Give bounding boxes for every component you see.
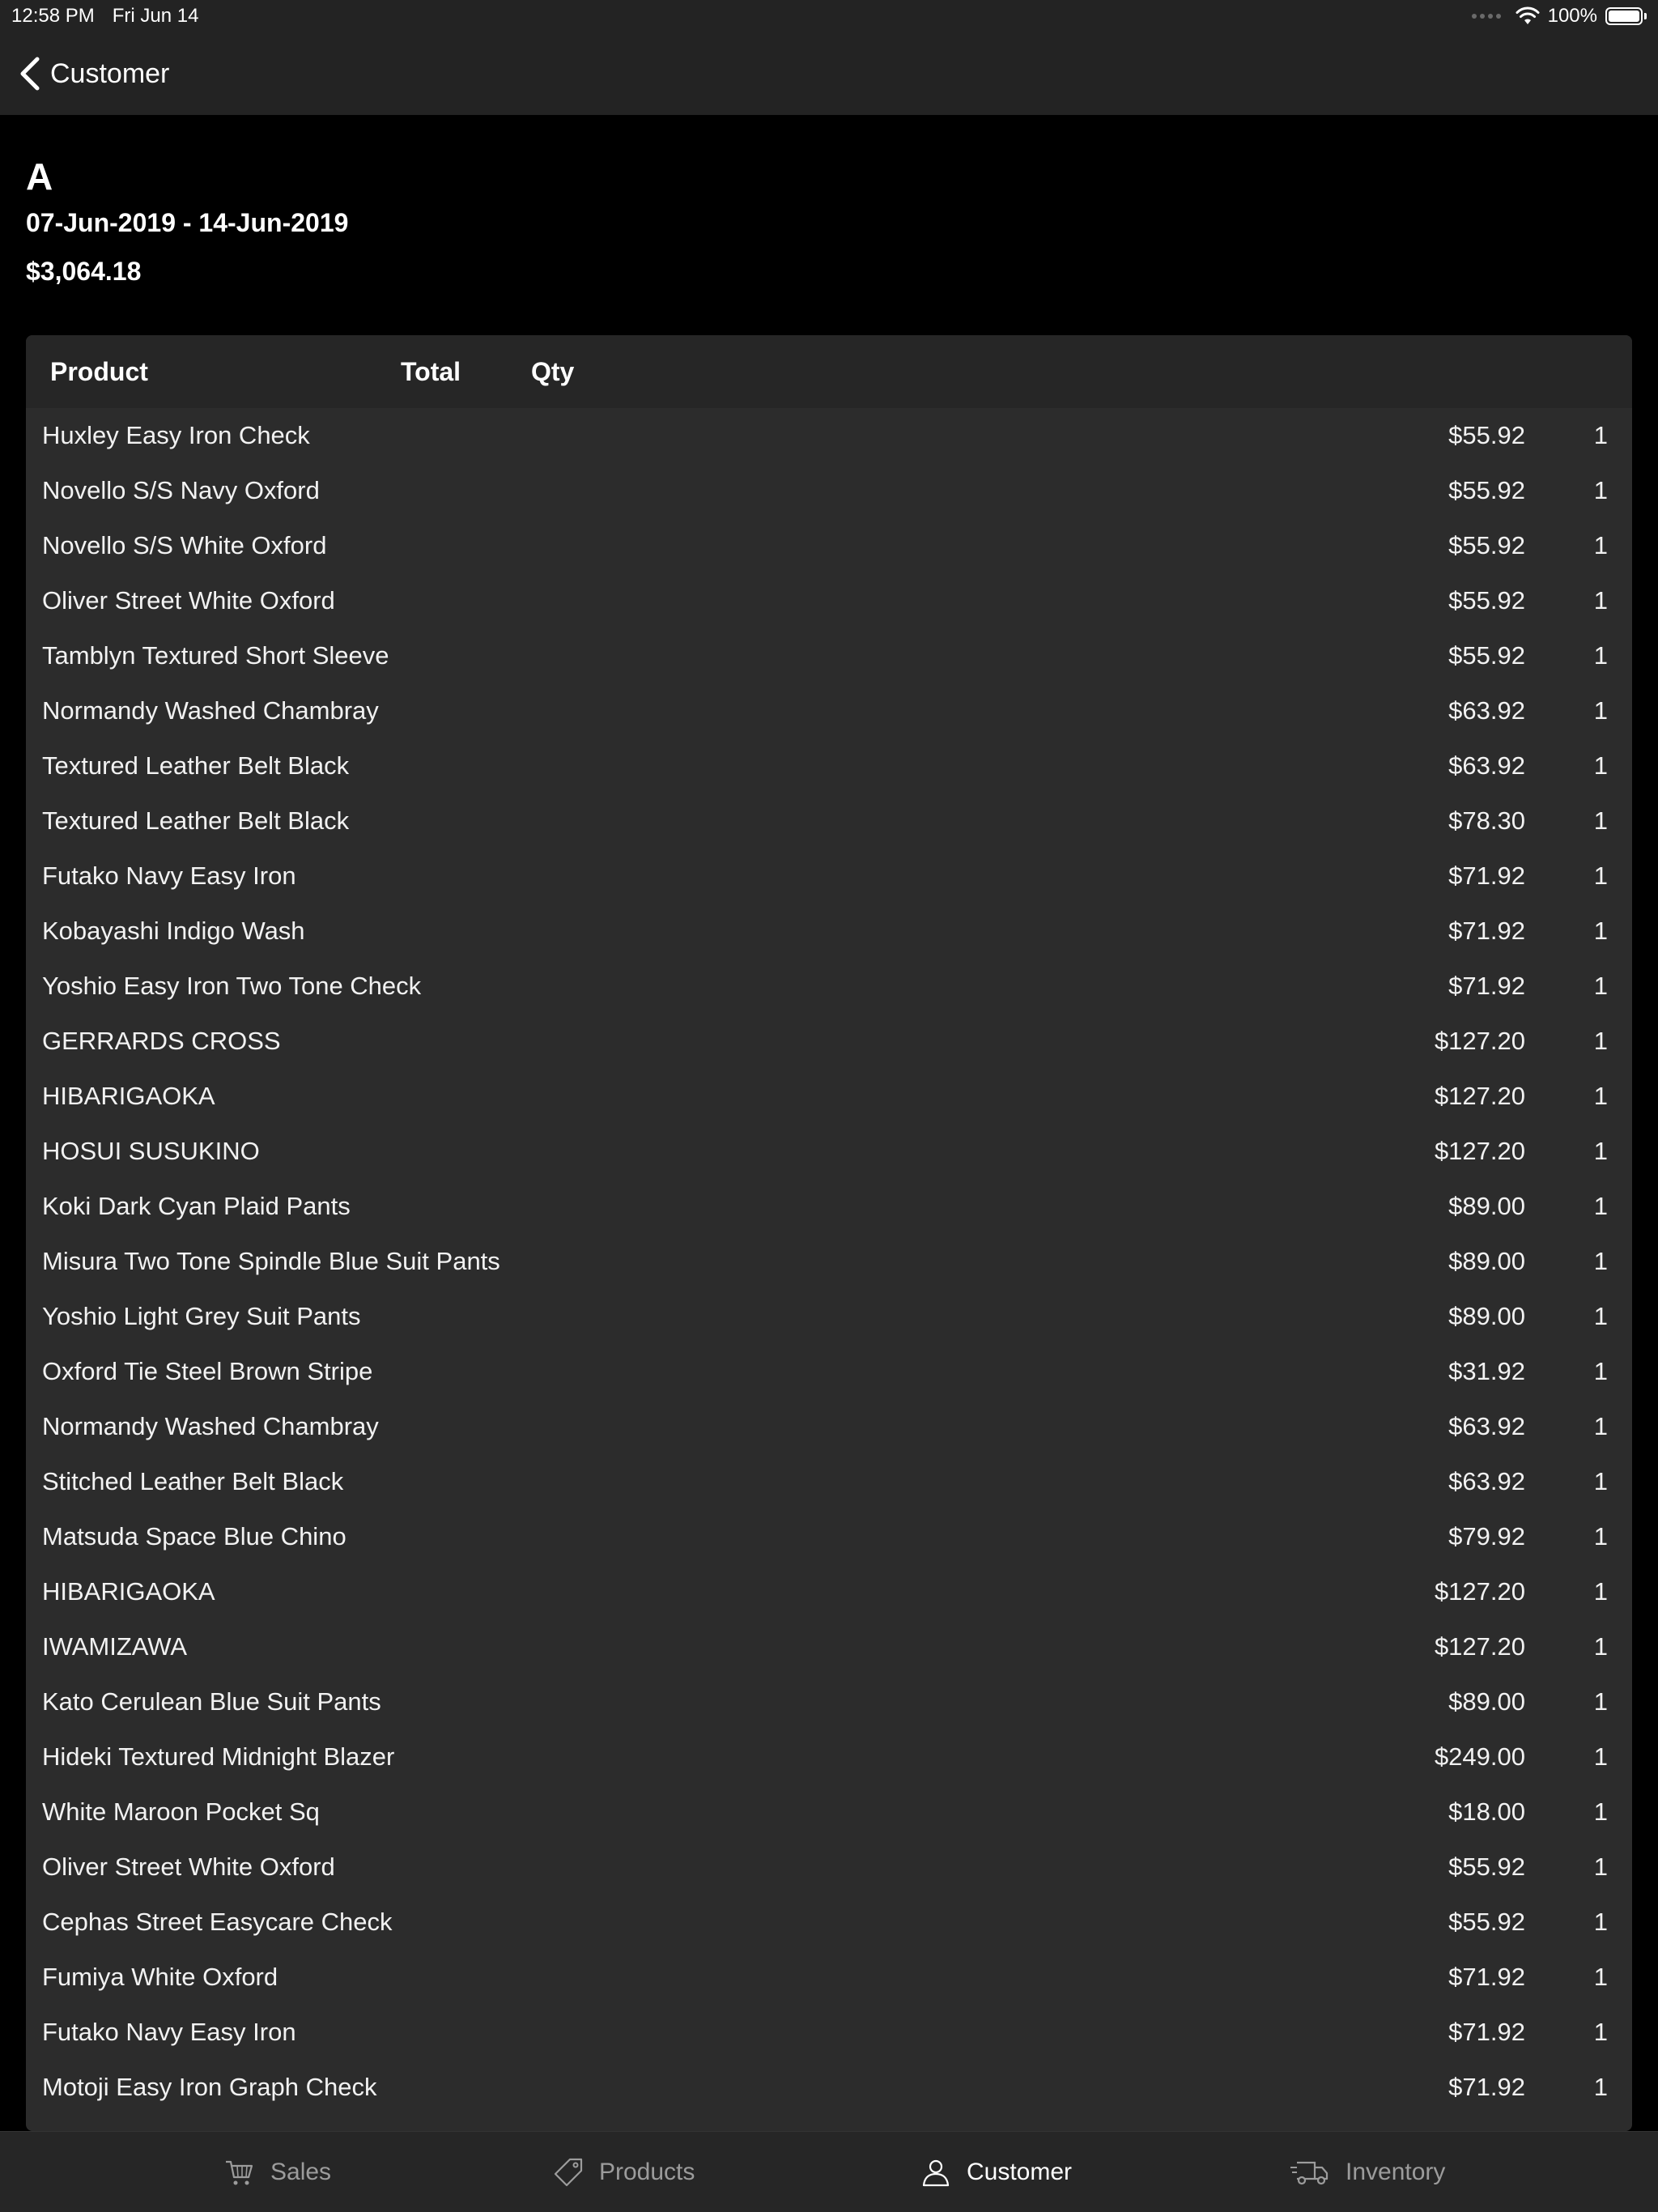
cell-qty: 1 [1593,1192,1608,1220]
cell-qty: 1 [1593,1687,1608,1716]
back-label: Customer [50,57,170,89]
cell-qty: 1 [1593,1797,1608,1826]
customer-summary [26,154,348,290]
table-row[interactable] [26,463,1632,518]
cell-product: Oxford Tie Steel Brown Stripe [42,1357,373,1385]
table-row[interactable] [26,1069,1632,1124]
table-row[interactable] [26,1840,1632,1895]
cell-qty: 1 [1593,586,1608,615]
cell-total: $31.92 [1448,1357,1525,1385]
tag-icon [552,2156,585,2189]
table-row[interactable] [26,1784,1632,1840]
tab-sales[interactable] [223,2132,331,2212]
back-button[interactable] [18,56,169,91]
cell-product: GERRARDS CROSS [42,1027,281,1055]
table-row[interactable] [26,1674,1632,1729]
tab-inventory-label: Inventory [1346,2159,1446,2185]
cell-total: $89.00 [1448,1302,1525,1330]
cell-total: $55.92 [1448,586,1525,615]
cell-qty: 1 [1593,1522,1608,1551]
person-icon [920,2156,952,2189]
cell-qty: 1 [1593,861,1608,890]
table-row[interactable] [26,1289,1632,1344]
sales-table[interactable] [26,335,1632,2131]
cell-qty: 1 [1593,1027,1608,1055]
cell-total: $71.92 [1448,917,1525,945]
table-row[interactable] [26,1344,1632,1399]
cell-qty: 1 [1593,751,1608,780]
cell-qty: 1 [1593,1137,1608,1165]
cell-qty: 1 [1593,696,1608,725]
cell-product: White Maroon Pocket Sq [42,1797,320,1826]
cell-product: IWAMIZAWA [42,1632,188,1661]
tab-bar [0,2131,1658,2212]
cell-qty: 1 [1593,1467,1608,1495]
table-row[interactable] [26,1619,1632,1674]
cell-total: $71.92 [1448,2073,1525,2101]
date-range: 07-Jun-2019 - 14-Jun-2019 [26,208,349,237]
cell-total: $55.92 [1448,531,1525,559]
navigation-bar [0,32,1658,115]
tab-inventory[interactable] [1289,2132,1445,2212]
table-row[interactable] [26,518,1632,573]
cell-product: Textured Leather Belt Black [42,751,350,780]
cell-total: $71.92 [1448,2018,1525,2046]
cell-qty: 1 [1593,1908,1608,1936]
table-row[interactable] [26,904,1632,959]
cell-qty: 1 [1593,2073,1608,2101]
table-header [26,335,1632,408]
cell-product: Normandy Washed Chambray [42,1412,379,1440]
battery-percentage: 100% [1547,5,1597,27]
cell-qty: 1 [1593,1632,1608,1661]
table-row[interactable] [26,1399,1632,1454]
status-time: 12:58 PM [11,5,95,27]
cell-qty: 1 [1593,1742,1608,1771]
cell-product: Oliver Street White Oxford [42,586,335,615]
cell-product: Koki Dark Cyan Plaid Pants [42,1192,351,1220]
cell-total: $89.00 [1448,1192,1525,1220]
status-left [11,5,198,28]
cell-product: Novello S/S Navy Oxford [42,476,320,504]
cell-product: Oliver Street White Oxford [42,1853,335,1881]
cell-total: $18.00 [1448,1797,1525,1826]
cell-total: $249.00 [1434,1742,1525,1771]
customer-total: $3,064.18 [26,257,142,286]
cell-total: $89.00 [1448,1687,1525,1716]
cell-qty: 1 [1593,1302,1608,1330]
cellular-signal-icon [1472,14,1501,19]
table-row[interactable] [26,1454,1632,1509]
table-row[interactable] [26,2005,1632,2060]
table-row[interactable] [26,683,1632,738]
cell-total: $55.92 [1448,641,1525,670]
cell-total: $63.92 [1448,1467,1525,1495]
table-row[interactable] [26,1179,1632,1234]
status-bar [0,0,1658,32]
cell-total: $55.92 [1448,421,1525,449]
table-body [26,408,1632,2115]
cell-qty: 1 [1593,641,1608,670]
cell-qty: 1 [1593,1853,1608,1881]
tab-customer-label: Customer [967,2159,1073,2185]
cell-product: Yoshio Light Grey Suit Pants [42,1302,361,1330]
cell-product: Misura Two Tone Spindle Blue Suit Pants [42,1247,500,1275]
cell-total: $89.00 [1448,1247,1525,1275]
battery-icon [1605,7,1647,25]
cell-product: Tamblyn Textured Short Sleeve [42,641,389,670]
cell-total: $127.20 [1434,1137,1525,1165]
cell-total: $55.92 [1448,476,1525,504]
status-right [1472,5,1647,28]
cell-product: Kato Cerulean Blue Suit Pants [42,1687,381,1716]
cell-qty: 1 [1593,2018,1608,2046]
cart-icon [223,2156,256,2189]
cell-product: Novello S/S White Oxford [42,531,327,559]
cell-qty: 1 [1593,1082,1608,1110]
cell-product: Hideki Textured Midnight Blazer [42,1742,395,1771]
table-row[interactable] [26,573,1632,628]
cell-product: HOSUI SUSUKINO [42,1137,260,1165]
cell-total: $71.92 [1448,1963,1525,1991]
cell-product: Motoji Easy Iron Graph Check [42,2073,377,2101]
cell-total: $71.92 [1448,972,1525,1000]
cell-product: Huxley Easy Iron Check [42,421,310,449]
table-row[interactable] [26,2060,1632,2115]
table-row[interactable] [26,793,1632,849]
cell-total: $127.20 [1434,1577,1525,1606]
cell-product: Stitched Leather Belt Black [42,1467,344,1495]
cell-total: $79.92 [1448,1522,1525,1551]
cell-qty: 1 [1593,421,1608,449]
tab-customer[interactable] [920,2132,1072,2212]
cell-qty: 1 [1593,972,1608,1000]
table-row[interactable] [26,1124,1632,1179]
truck-icon [1289,2156,1331,2189]
cell-total: $127.20 [1434,1082,1525,1110]
cell-qty: 1 [1593,917,1608,945]
customer-name: A [26,155,53,198]
column-header-product[interactable]: Product [50,356,148,386]
cell-product: Normandy Washed Chambray [42,696,379,725]
chevron-left-icon [18,56,42,91]
wifi-icon [1516,6,1540,26]
cell-product: HIBARIGAOKA [42,1577,215,1606]
column-header-total[interactable]: Total [401,356,461,386]
cell-product: Fumiya White Oxford [42,1963,278,1991]
table-row[interactable] [26,1509,1632,1564]
cell-qty: 1 [1593,1357,1608,1385]
table-row[interactable] [26,1950,1632,2005]
table-row[interactable] [26,1564,1632,1619]
cell-total: $55.92 [1448,1908,1525,1936]
cell-product: Matsuda Space Blue Chino [42,1522,346,1551]
cell-qty: 1 [1593,1577,1608,1606]
cell-total: $63.92 [1448,696,1525,725]
tab-products-label: Products [599,2159,695,2185]
table-row[interactable] [26,628,1632,683]
tab-products[interactable] [552,2132,695,2212]
status-date: Fri Jun 14 [112,5,199,27]
tab-sales-label: Sales [270,2159,332,2185]
table-row[interactable] [26,1014,1632,1069]
table-row[interactable] [26,1234,1632,1289]
cell-product: Cephas Street Easycare Check [42,1908,393,1936]
cell-total: $78.30 [1448,806,1525,835]
table-row[interactable] [26,1895,1632,1950]
cell-qty: 1 [1593,1412,1608,1440]
cell-total: $127.20 [1434,1027,1525,1055]
cell-total: $63.92 [1448,751,1525,780]
table-row[interactable] [26,959,1632,1014]
cell-qty: 1 [1593,476,1608,504]
cell-total: $63.92 [1448,1412,1525,1440]
cell-product: Futako Navy Easy Iron [42,861,296,890]
cell-product: Textured Leather Belt Black [42,806,350,835]
column-header-qty[interactable]: Qty [531,356,575,386]
cell-qty: 1 [1593,531,1608,559]
cell-product: Yoshio Easy Iron Two Tone Check [42,972,422,1000]
cell-qty: 1 [1593,1963,1608,1991]
cell-product: Kobayashi Indigo Wash [42,917,305,945]
cell-product: HIBARIGAOKA [42,1082,215,1110]
cell-qty: 1 [1593,806,1608,835]
cell-total: $127.20 [1434,1632,1525,1661]
cell-total: $55.92 [1448,1853,1525,1881]
table-row[interactable] [26,849,1632,904]
cell-total: $71.92 [1448,861,1525,890]
table-row[interactable] [26,1729,1632,1784]
table-row[interactable] [26,738,1632,793]
cell-qty: 1 [1593,1247,1608,1275]
table-row[interactable] [26,408,1632,463]
cell-product: Futako Navy Easy Iron [42,2018,296,2046]
